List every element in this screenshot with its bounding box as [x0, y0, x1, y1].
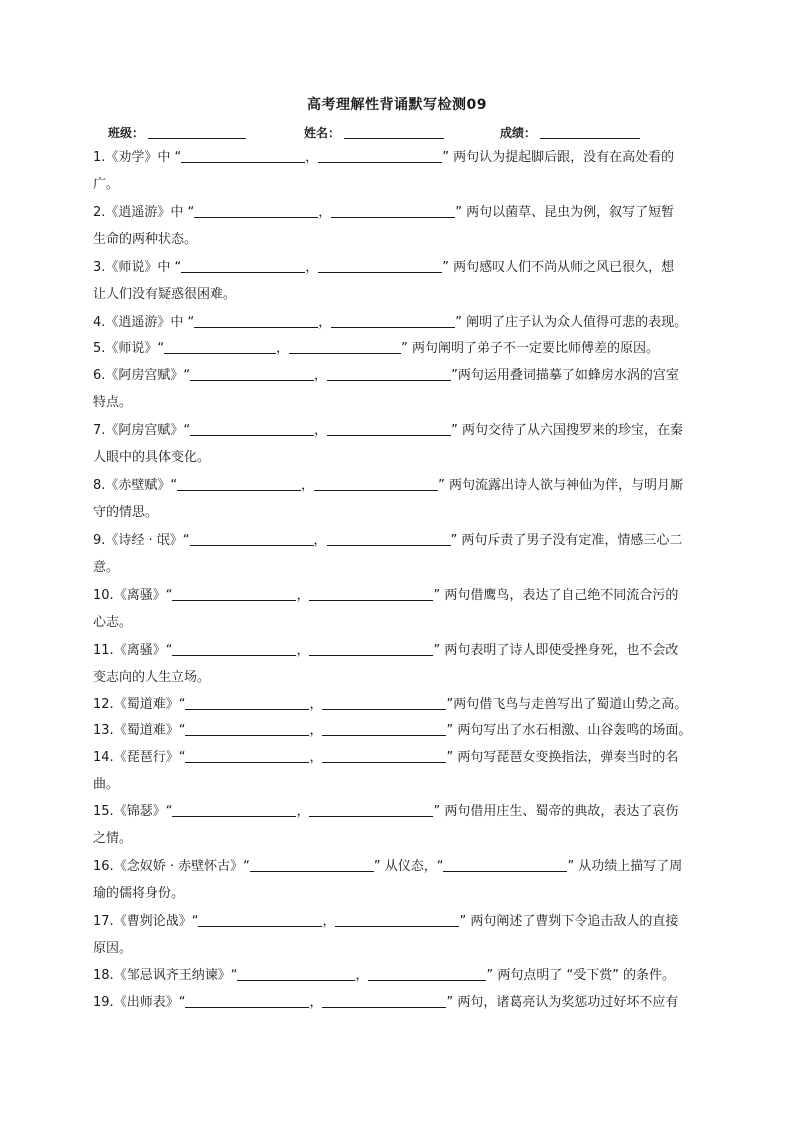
score-blank[interactable]: [540, 125, 640, 139]
question-prompt: ” 两句斥责了男子没有定准，情感三心二: [450, 533, 683, 548]
answer-blank[interactable]: [198, 912, 322, 927]
question-source: 《师说》中 “: [105, 260, 182, 275]
question-number: 12.: [93, 697, 114, 712]
question-item: [93, 853, 703, 907]
question-prompt: ” 两句借用庄生、蜀帝的典故，表达了哀伤: [433, 804, 679, 819]
answer-blank[interactable]: [177, 476, 301, 491]
question-separator: ，: [355, 968, 369, 983]
page-title: 高考理解性背诵默写检测09: [307, 97, 487, 113]
question-line: [93, 691, 703, 718]
question-separator: ，: [322, 914, 336, 929]
question-item: [93, 962, 703, 989]
question-prompt: ” 两句流露出诗人欲与神仙为伴，与明月厮: [438, 478, 684, 493]
question-item: [93, 691, 703, 718]
question-line: [93, 717, 703, 744]
answer-blank[interactable]: [309, 641, 433, 656]
question-item: [93, 199, 703, 253]
answer-blank[interactable]: [309, 802, 433, 817]
question-number: 18.: [93, 968, 114, 983]
answer-blank[interactable]: [327, 531, 451, 546]
question-continuation: 原因。: [93, 941, 133, 956]
question-source: 《阿房宫赋》“: [105, 423, 191, 438]
answer-blank[interactable]: [172, 802, 296, 817]
question-source: 《念奴娇 · 赤壁怀古》“: [113, 859, 250, 874]
answer-blank[interactable]: [322, 993, 446, 1008]
question-line: [93, 744, 703, 771]
question-item: [93, 472, 703, 526]
question-separator: ，: [276, 341, 290, 356]
question-line: [93, 417, 703, 444]
question-continuation: 变志向的人生立场。: [93, 670, 211, 685]
question-number: 7.: [93, 423, 106, 438]
question-source: 《蜀道难》“: [113, 697, 186, 712]
question-number: 19.: [93, 995, 114, 1010]
answer-blank[interactable]: [185, 993, 309, 1008]
question-item: [93, 254, 703, 308]
question-prompt: ” 两句借鹰鸟，表达了自己绝不同流合污的: [433, 588, 679, 603]
question-source: 《琵琶行》“: [113, 750, 186, 765]
question-item: [93, 362, 703, 416]
question-separator: ，: [305, 260, 319, 275]
question-line: [93, 527, 703, 554]
question-continuation: 广。: [93, 177, 120, 192]
answer-blank[interactable]: [368, 966, 486, 981]
question-source: 《逍遥游》中 “: [105, 315, 195, 330]
question-continuation: 意。: [93, 560, 120, 575]
question-separator: ，: [318, 315, 332, 330]
name-field: [304, 124, 444, 141]
question-line: [93, 362, 703, 389]
answer-blank[interactable]: [164, 339, 276, 354]
question-prompt: ” 从功绩上描写了周: [567, 859, 683, 874]
question-item: [93, 908, 703, 962]
question-continuation: 曲。: [93, 777, 120, 792]
question-prompt: ” 阐明了庄子认为众人值得可悲的表现。: [455, 315, 688, 330]
answer-blank[interactable]: [289, 339, 401, 354]
question-number: 16.: [93, 859, 114, 874]
question-continuation: 心志。: [93, 615, 133, 630]
question-source: 《锦瑟》“: [113, 804, 173, 819]
question-continuation: 让人们没有疑惑很困难。: [93, 287, 237, 302]
question-line: [93, 798, 703, 825]
question-prompt: ”两句运用叠词描摹了如蜂房水涡的宫室: [451, 368, 679, 383]
question-item: [93, 798, 703, 852]
question-number: 17.: [93, 914, 114, 929]
question-source: 《劝学》中 “: [105, 150, 182, 165]
question-line: [93, 962, 703, 989]
question-source: 《赤壁赋》“: [105, 478, 178, 493]
question-prompt: ” 两句认为提起脚后跟，没有在高处看的: [442, 150, 675, 165]
score-label: 成绩：: [500, 126, 537, 140]
answer-blank[interactable]: [190, 421, 314, 436]
answer-blank[interactable]: [237, 966, 355, 981]
question-line: [93, 637, 703, 664]
question-separator: ，: [301, 478, 315, 493]
question-continuation: 特点。: [93, 395, 133, 410]
question-line: [93, 309, 703, 336]
question-prompt: ” 两句点明了 “受下赏” 的条件。: [486, 968, 676, 983]
question-item: [93, 989, 703, 1016]
question-number: 3.: [93, 260, 106, 275]
question-source: 《曹刿论战》“: [113, 914, 199, 929]
answer-blank[interactable]: [318, 148, 442, 163]
question-prompt: ” 两句以菌草、昆虫为例，叙写了短暂: [455, 205, 675, 220]
question-item: [93, 417, 703, 471]
answer-blank[interactable]: [309, 586, 433, 601]
question-item: [93, 717, 703, 744]
question-number: 15.: [93, 804, 114, 819]
question-source: 《逍遥游》中 “: [105, 205, 195, 220]
answer-blank[interactable]: [318, 258, 442, 273]
question-separator: ，: [309, 697, 323, 712]
question-prompt: ” 两句阐明了弟子不一定要比师傅差的原因。: [401, 341, 660, 356]
answer-blank[interactable]: [331, 313, 455, 328]
answer-blank[interactable]: [172, 641, 296, 656]
question-number: 10.: [93, 588, 114, 603]
question-source: 《离骚》“: [113, 588, 173, 603]
class-field: [108, 124, 246, 141]
question-separator: ，: [313, 533, 327, 548]
question-line: [93, 853, 703, 880]
question-item: [93, 527, 703, 581]
question-separator: ，: [309, 750, 323, 765]
question-prompt: ” 两句感叹人们不尚从师之风已很久，想: [442, 260, 675, 275]
question-separator: ，: [314, 368, 328, 383]
question-line: [93, 144, 703, 171]
question-continuation: 生命的两种状态。: [93, 232, 198, 247]
question-source: 《诗经 · 氓》“: [105, 533, 190, 548]
answer-blank[interactable]: [335, 912, 459, 927]
question-line: [93, 908, 703, 935]
question-number: 11.: [93, 643, 114, 658]
answer-blank[interactable]: [443, 857, 567, 872]
question-separator: ，: [305, 150, 319, 165]
answer-blank[interactable]: [194, 313, 318, 328]
question-prompt: ” 两句，诸葛亮认为奖惩功过好坏不应有: [446, 995, 679, 1010]
class-label: 班级：: [108, 126, 145, 140]
question-continuation: 瑜的儒将身份。: [93, 886, 185, 901]
question-number: 14.: [93, 750, 114, 765]
question-prompt: ” 两句写出了水石相激、山谷轰鸣的场面。: [446, 723, 692, 738]
score-field: [500, 124, 640, 141]
question-source: 《蜀道难》“: [113, 723, 186, 738]
answer-blank[interactable]: [190, 366, 314, 381]
question-line: [93, 335, 703, 362]
question-continuation: 守的情思。: [93, 505, 159, 520]
question-separator: ，: [296, 588, 310, 603]
question-source: 《离骚》“: [113, 643, 173, 658]
question-number: 5.: [93, 341, 106, 356]
question-item: [93, 582, 703, 636]
question-line: [93, 254, 703, 281]
question-line: [93, 989, 703, 1016]
question-line: [93, 582, 703, 609]
question-number: 2.: [93, 205, 106, 220]
answer-blank[interactable]: [185, 695, 309, 710]
question-source: 《师说》“: [105, 341, 165, 356]
question-separator: ，: [318, 205, 332, 220]
answer-blank[interactable]: [185, 721, 309, 736]
question-number: 13.: [93, 723, 114, 738]
question-separator: ，: [296, 643, 310, 658]
question-item: [93, 309, 703, 336]
question-prompt: ” 两句写琵琶女变换指法，弹奏当时的名: [446, 750, 679, 765]
answer-blank[interactable]: [185, 748, 309, 763]
question-source: 《出师表》“: [113, 995, 186, 1010]
answer-blank[interactable]: [190, 531, 314, 546]
question-line: [93, 472, 703, 499]
question-item: [93, 335, 703, 362]
question-continuation: 人眼中的具体变化。: [93, 450, 211, 465]
answer-blank[interactable]: [327, 366, 451, 381]
question-source: 《邹忌讽齐王纳谏》“: [113, 968, 238, 983]
question-prompt: ” 两句交待了从六国搜罗来的珍宝，在秦: [451, 423, 684, 438]
question-separator: ，: [296, 804, 310, 819]
question-source: 《阿房宫赋》“: [105, 368, 191, 383]
question-number: 8.: [93, 478, 106, 493]
question-prompt: ” 两句阐述了曹刿下令追击敌人的直接: [459, 914, 679, 929]
answer-blank[interactable]: [322, 721, 446, 736]
answer-blank[interactable]: [181, 148, 305, 163]
question-item: [93, 744, 703, 798]
question-number: 9.: [93, 533, 106, 548]
question-continuation: 之情。: [93, 831, 133, 846]
question-number: 4.: [93, 315, 106, 330]
question-prompt: ”两句借飞鸟与走兽写出了蜀道山势之高。: [446, 697, 688, 712]
question-number: 1.: [93, 150, 106, 165]
question-separator: ，: [309, 723, 323, 738]
question-prompt: ” 两句表明了诗人即使受挫身死，也不会改: [433, 643, 679, 658]
answer-blank[interactable]: [327, 421, 451, 436]
answer-blank[interactable]: [194, 203, 318, 218]
question-separator: ，: [314, 423, 328, 438]
question-number: 6.: [93, 368, 106, 383]
answer-blank[interactable]: [181, 258, 305, 273]
answer-blank[interactable]: [322, 695, 446, 710]
answer-blank[interactable]: [331, 203, 455, 218]
answer-blank[interactable]: [322, 748, 446, 763]
answer-blank[interactable]: [314, 476, 438, 491]
name-blank[interactable]: [344, 125, 444, 139]
class-blank[interactable]: [148, 125, 246, 139]
answer-blank[interactable]: [250, 857, 374, 872]
question-line: [93, 199, 703, 226]
question-separator: ，: [309, 995, 323, 1010]
answer-blank[interactable]: [172, 586, 296, 601]
question-separator: ” 从仪态，“: [373, 859, 444, 874]
question-item: [93, 637, 703, 691]
question-item: [93, 144, 703, 198]
name-label: 姓名：: [304, 126, 341, 140]
